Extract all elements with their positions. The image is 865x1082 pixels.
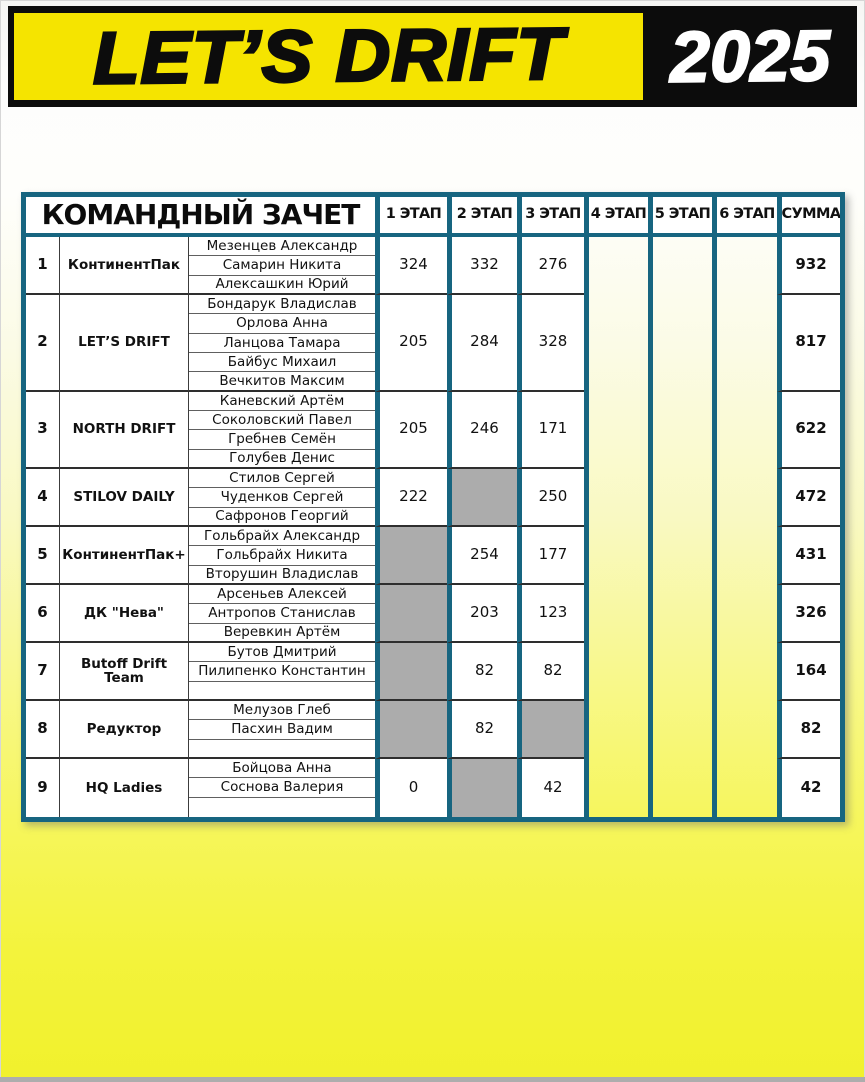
- member-cell: Соколовский Павел: [189, 411, 375, 430]
- member-cell: Бондарук Владислав: [189, 295, 375, 314]
- team-name-cell: Butoff Drift Team: [60, 643, 189, 701]
- team-name-cell: КонтинентПак+: [60, 527, 189, 585]
- member-cell: Вторушин Владислав: [189, 566, 375, 585]
- stage-score-cell: 250: [517, 469, 584, 527]
- sum-cell: 817: [777, 295, 840, 392]
- member-cell: Гольбрайх Никита: [189, 546, 375, 565]
- stage-header-1: 1 ЭТАП: [375, 197, 447, 237]
- team-name-cell: HQ Ladies: [60, 759, 189, 817]
- stage-header-4: 4 ЭТАП: [584, 197, 648, 237]
- sum-header: СУММА: [777, 197, 840, 237]
- member-cell: Бойцова Анна: [189, 759, 375, 778]
- stage-header-6: 6 ЭТАП: [712, 197, 777, 237]
- stage-score-cell: 42: [517, 759, 584, 817]
- member-cell: Каневский Артём: [189, 392, 375, 411]
- stage-score-cell: 276: [517, 237, 584, 295]
- banner-title: LET’S DRIFT: [92, 13, 565, 100]
- member-cell: Алексашкин Юрий: [189, 276, 375, 295]
- member-cell: Самарин Никита: [189, 256, 375, 275]
- team-name-cell: STILOV DAILY: [60, 469, 189, 527]
- event-banner: [8, 6, 857, 107]
- stage-score-cell: 246: [447, 392, 517, 469]
- team-name-cell: Редуктор: [60, 701, 189, 759]
- stage-header-3: 3 ЭТАП: [517, 197, 584, 237]
- sum-cell: 932: [777, 237, 840, 295]
- member-cell: Вечкитов Максим: [189, 372, 375, 391]
- member-cell: Веревкин Артём: [189, 624, 375, 643]
- sum-cell: 42: [777, 759, 840, 817]
- member-cell: Байбус Михаил: [189, 353, 375, 372]
- member-cell: Антропов Станислав: [189, 604, 375, 623]
- stage-score-cell: 205: [375, 392, 447, 469]
- sum-cell: 472: [777, 469, 840, 527]
- member-cell: Стилов Сергей: [189, 469, 375, 488]
- stage-score-cell: [375, 643, 447, 701]
- member-cell: Чуденков Сергей: [189, 488, 375, 507]
- stage-score-cell: 123: [517, 585, 584, 643]
- member-cell: Гольбрайх Александр: [189, 527, 375, 546]
- stage-score-cell: 0: [375, 759, 447, 817]
- member-cell: Мезенцев Александр: [189, 237, 375, 256]
- stage-score-cell: [517, 701, 584, 759]
- stage-score-cell: [447, 469, 517, 527]
- rank-cell: 8: [26, 701, 60, 759]
- rank-cell: 3: [26, 392, 60, 469]
- stage-score-cell: 205: [375, 295, 447, 392]
- member-cell: Бутов Дмитрий: [189, 643, 375, 662]
- stage-score-cell: [375, 701, 447, 759]
- stage-score-cell: 324: [375, 237, 447, 295]
- team-name-cell: ДК "Нева": [60, 585, 189, 643]
- stage-header-5: 5 ЭТАП: [648, 197, 712, 237]
- sum-cell: 164: [777, 643, 840, 701]
- rank-cell: 2: [26, 295, 60, 392]
- member-cell: [189, 798, 375, 817]
- rank-cell: 6: [26, 585, 60, 643]
- stage-score-cell: 82: [517, 643, 584, 701]
- member-cell: Орлова Анна: [189, 314, 375, 333]
- banner-year: 2025: [669, 15, 831, 98]
- stage-header-2: 2 ЭТАП: [447, 197, 517, 237]
- stage-score-cell: [447, 759, 517, 817]
- stage-score-cell: 82: [447, 701, 517, 759]
- stage-score-cell: 254: [447, 527, 517, 585]
- member-cell: Арсеньев Алексей: [189, 585, 375, 604]
- member-cell: [189, 682, 375, 701]
- rank-cell: 5: [26, 527, 60, 585]
- stage-column-empty-4: [584, 237, 648, 817]
- stage-score-cell: [375, 585, 447, 643]
- member-cell: Сафронов Георгий: [189, 508, 375, 527]
- member-cell: Ланцова Тамара: [189, 334, 375, 353]
- member-cell: Голубев Денис: [189, 450, 375, 469]
- sum-cell: 82: [777, 701, 840, 759]
- banner-year-area: [643, 6, 857, 107]
- rank-cell: 9: [26, 759, 60, 817]
- team-standings-table: [21, 192, 845, 822]
- member-cell: [189, 740, 375, 759]
- rank-cell: 1: [26, 237, 60, 295]
- stage-column-empty-6: [712, 237, 777, 817]
- member-cell: Гребнев Семён: [189, 430, 375, 449]
- member-cell: Соснова Валерия: [189, 778, 375, 797]
- bottom-edge-strip: [0, 1077, 865, 1082]
- member-cell: Мелузов Глеб: [189, 701, 375, 720]
- stage-column-empty-5: [648, 237, 712, 817]
- member-cell: Пилипенко Константин: [189, 662, 375, 681]
- sum-cell: 431: [777, 527, 840, 585]
- stage-score-cell: 284: [447, 295, 517, 392]
- stage-score-cell: 222: [375, 469, 447, 527]
- stage-score-cell: [375, 527, 447, 585]
- member-cell: Пасхин Вадим: [189, 720, 375, 739]
- stage-score-cell: 332: [447, 237, 517, 295]
- stage-score-cell: 177: [517, 527, 584, 585]
- sum-cell: 622: [777, 392, 840, 469]
- stage-score-cell: 82: [447, 643, 517, 701]
- rank-cell: 7: [26, 643, 60, 701]
- team-name-cell: КонтинентПак: [60, 237, 189, 295]
- stage-score-cell: 328: [517, 295, 584, 392]
- banner-title-area: [14, 13, 643, 100]
- team-name-cell: LET’S DRIFT: [60, 295, 189, 392]
- stage-score-cell: 171: [517, 392, 584, 469]
- table-title: КОМАНДНЫЙ ЗАЧЕТ: [26, 197, 375, 237]
- stage-score-cell: 203: [447, 585, 517, 643]
- sum-cell: 326: [777, 585, 840, 643]
- rank-cell: 4: [26, 469, 60, 527]
- team-name-cell: NORTH DRIFT: [60, 392, 189, 469]
